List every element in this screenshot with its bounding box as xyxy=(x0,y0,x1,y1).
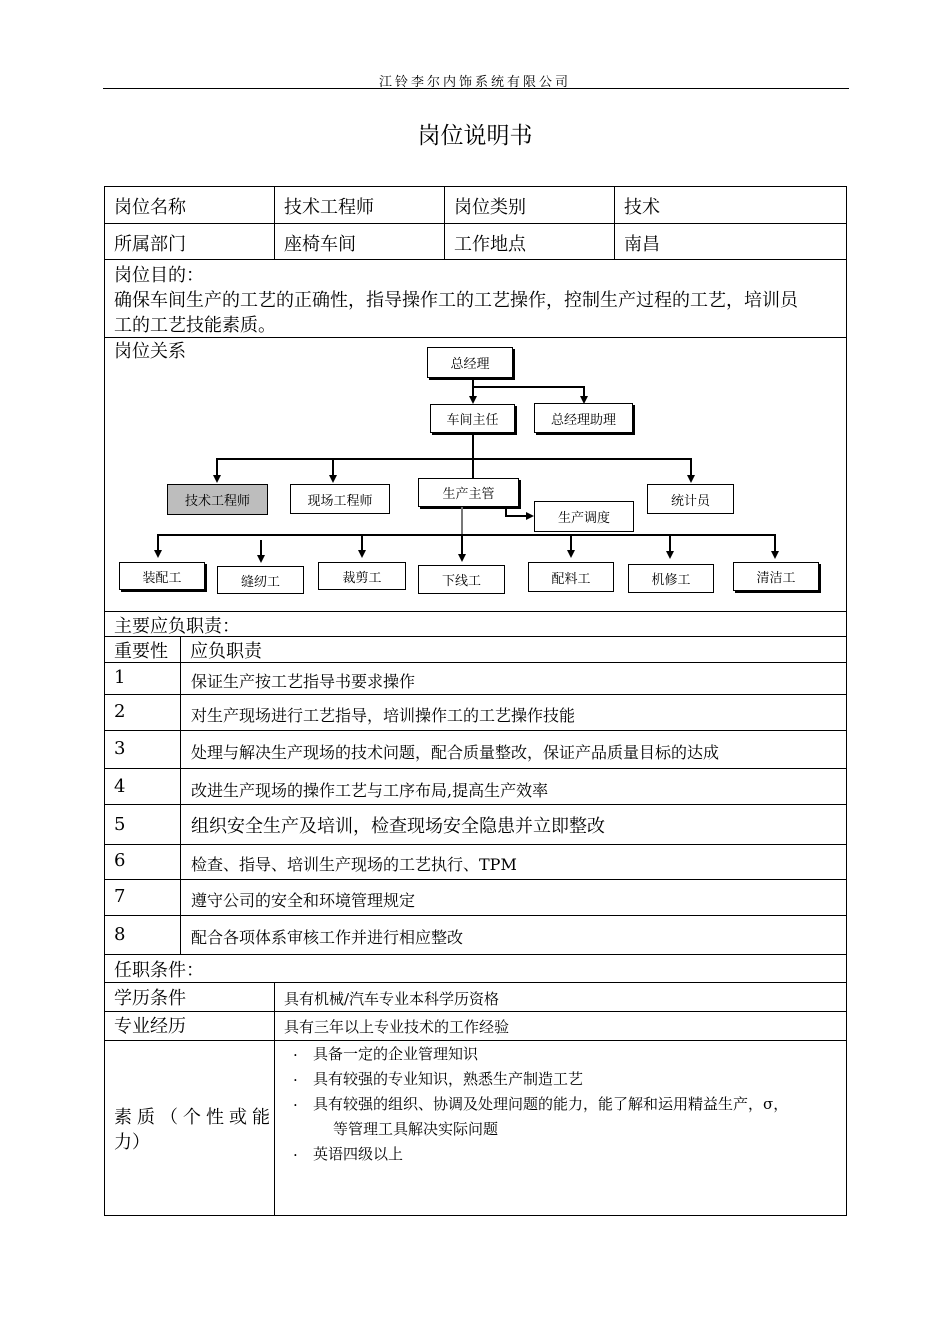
org-node-production-supervisor: 生产主管 xyxy=(418,478,519,507)
row-divider xyxy=(104,982,847,983)
arrow xyxy=(526,512,534,520)
row-divider xyxy=(104,915,847,916)
duty-no: 7 xyxy=(114,886,126,907)
connector xyxy=(774,534,776,551)
row-divider xyxy=(104,768,847,769)
org-node-general-manager: 总经理 xyxy=(427,347,513,378)
row-divider xyxy=(104,804,847,805)
org-node-worker-mechanic: 机修工 xyxy=(628,564,714,593)
arrow xyxy=(154,550,162,558)
arrow xyxy=(257,555,265,563)
row-divider xyxy=(104,662,847,663)
arrow xyxy=(329,475,337,483)
quality-item: 具备一定的企业管理知识 xyxy=(313,1045,479,1063)
connector xyxy=(157,534,159,550)
arrow xyxy=(771,551,779,559)
value-position-category: 技术 xyxy=(624,197,660,218)
col-divider xyxy=(274,982,275,1216)
duty-text: 组织安全生产及培训，检查现场安全隐患并立即整改 xyxy=(191,816,605,837)
quality-bullet: . xyxy=(293,1142,298,1160)
org-node-gm-assistant: 总经理助理 xyxy=(534,403,633,433)
col-divider xyxy=(274,186,275,259)
duty-no: 4 xyxy=(114,776,126,797)
connector xyxy=(472,386,584,388)
row-divider xyxy=(104,1011,847,1012)
org-node-workshop-director: 车间主任 xyxy=(430,404,515,433)
experience-label: 专业经历 xyxy=(114,1016,186,1037)
row-divider xyxy=(104,954,847,955)
duty-no: 3 xyxy=(114,738,126,759)
purpose-text-line1: 确保车间生产的工艺的正确性，指导操作工的工艺操作，控制生产过程的工艺，培训员 xyxy=(114,290,798,311)
arrow xyxy=(458,554,466,562)
duty-no: 2 xyxy=(114,701,126,722)
org-node-production-scheduler: 生产调度 xyxy=(534,501,634,532)
purpose-label: 岗位目的： xyxy=(114,265,204,286)
quality-item: 具有较强的组织、协调及处理问题的能力，能了解和运用精益生产，σ， xyxy=(313,1095,789,1113)
org-node-worker-sewer: 缝纫工 xyxy=(217,566,304,594)
duty-text: 检查、指导、培训生产现场的工艺执行、TPM xyxy=(191,855,517,874)
org-node-worker-material: 配料工 xyxy=(528,562,614,592)
duty-text: 改进生产现场的操作工艺与工序布局,提高生产效率 xyxy=(191,781,549,800)
duty-text: 对生产现场进行工艺指导，培训操作工的工艺操作技能 xyxy=(191,706,576,725)
connector xyxy=(570,534,572,550)
connector xyxy=(461,507,463,535)
label-position-category: 岗位类别 xyxy=(454,197,526,218)
arrow xyxy=(469,396,477,404)
quality-bullet: . xyxy=(293,1042,298,1060)
quality-label-line1: 素质（个性或能 xyxy=(114,1107,275,1128)
quality-label-line2: 力） xyxy=(114,1132,150,1153)
org-node-site-engineer: 现场工程师 xyxy=(290,484,390,514)
arrow xyxy=(567,550,575,558)
quality-bullet: . xyxy=(293,1092,298,1110)
value-department: 座椅车间 xyxy=(284,234,356,255)
arrow xyxy=(213,475,221,483)
duties-header-importance: 重要性 xyxy=(114,641,168,662)
duty-no: 5 xyxy=(114,814,126,835)
duty-no: 8 xyxy=(114,924,126,945)
duties-header-duty: 应负职责 xyxy=(190,641,262,662)
duty-no: 1 xyxy=(114,667,126,688)
connector xyxy=(472,433,474,478)
connector xyxy=(669,534,671,551)
row-divider xyxy=(104,730,847,731)
arrow xyxy=(666,551,674,559)
label-work-location: 工作地点 xyxy=(454,234,526,255)
label-department: 所属部门 xyxy=(114,234,186,255)
org-node-worker-cleaner: 清洁工 xyxy=(733,562,819,591)
org-node-worker-offline: 下线工 xyxy=(418,565,505,594)
col-divider xyxy=(444,186,445,259)
org-node-tech-engineer: 技术工程师 xyxy=(167,484,268,515)
arrow xyxy=(358,550,366,558)
relations-label: 岗位关系 xyxy=(114,341,186,362)
row-divider xyxy=(104,694,847,695)
document-title: 岗位说明书 xyxy=(417,123,533,149)
row-divider xyxy=(104,1040,847,1041)
duty-text: 遵守公司的安全和环境管理规定 xyxy=(191,891,416,910)
education-value: 具有机械/汽车专业本科学历资格 xyxy=(284,990,500,1008)
col-divider xyxy=(180,636,181,954)
quality-item: 英语四级以上 xyxy=(313,1145,404,1163)
connector xyxy=(216,458,691,460)
connector xyxy=(505,515,527,517)
row-divider xyxy=(104,223,847,224)
connector xyxy=(361,534,363,550)
org-node-worker-assembler: 装配工 xyxy=(119,562,205,590)
experience-value: 具有三年以上专业技术的工作经验 xyxy=(284,1018,510,1036)
connector xyxy=(461,534,463,554)
org-node-worker-cutter: 裁剪工 xyxy=(318,562,406,590)
duty-text: 处理与解决生产现场的技术问题，配合质量整改，保证产品质量目标的达成 xyxy=(191,743,720,762)
connector xyxy=(332,458,334,475)
org-node-statistician: 统计员 xyxy=(647,484,734,514)
connector xyxy=(690,458,692,475)
quality-bullet: . xyxy=(293,1067,298,1085)
connector xyxy=(157,534,775,536)
connector xyxy=(216,458,218,475)
company-name: 江铃李尔内饰系统有限公司 xyxy=(378,75,571,90)
quality-item-continued: 等管理工具解决实际问题 xyxy=(333,1120,499,1138)
row-divider xyxy=(104,259,847,260)
label-position-name: 岗位名称 xyxy=(114,197,186,218)
value-position-name: 技术工程师 xyxy=(284,197,374,218)
duty-text: 配合各项体系审核工作并进行相应整改 xyxy=(191,928,464,947)
duties-label: 主要应负职责： xyxy=(114,616,240,637)
quality-item: 具有较强的专业知识，熟悉生产制造工艺 xyxy=(313,1070,584,1088)
education-label: 学历条件 xyxy=(114,988,186,1009)
connector xyxy=(260,540,262,555)
connector xyxy=(583,386,585,396)
row-divider xyxy=(104,337,847,338)
value-work-location: 南昌 xyxy=(624,234,660,255)
header-divider xyxy=(103,88,849,89)
duty-no: 6 xyxy=(114,850,126,871)
purpose-text-line2: 工的工艺技能素质。 xyxy=(114,315,276,336)
col-divider xyxy=(614,186,615,259)
arrow xyxy=(687,475,695,483)
row-divider xyxy=(104,879,847,880)
duty-text: 保证生产按工艺指导书要求操作 xyxy=(191,672,416,691)
requirements-label: 任职条件： xyxy=(114,960,204,981)
row-divider xyxy=(104,844,847,845)
